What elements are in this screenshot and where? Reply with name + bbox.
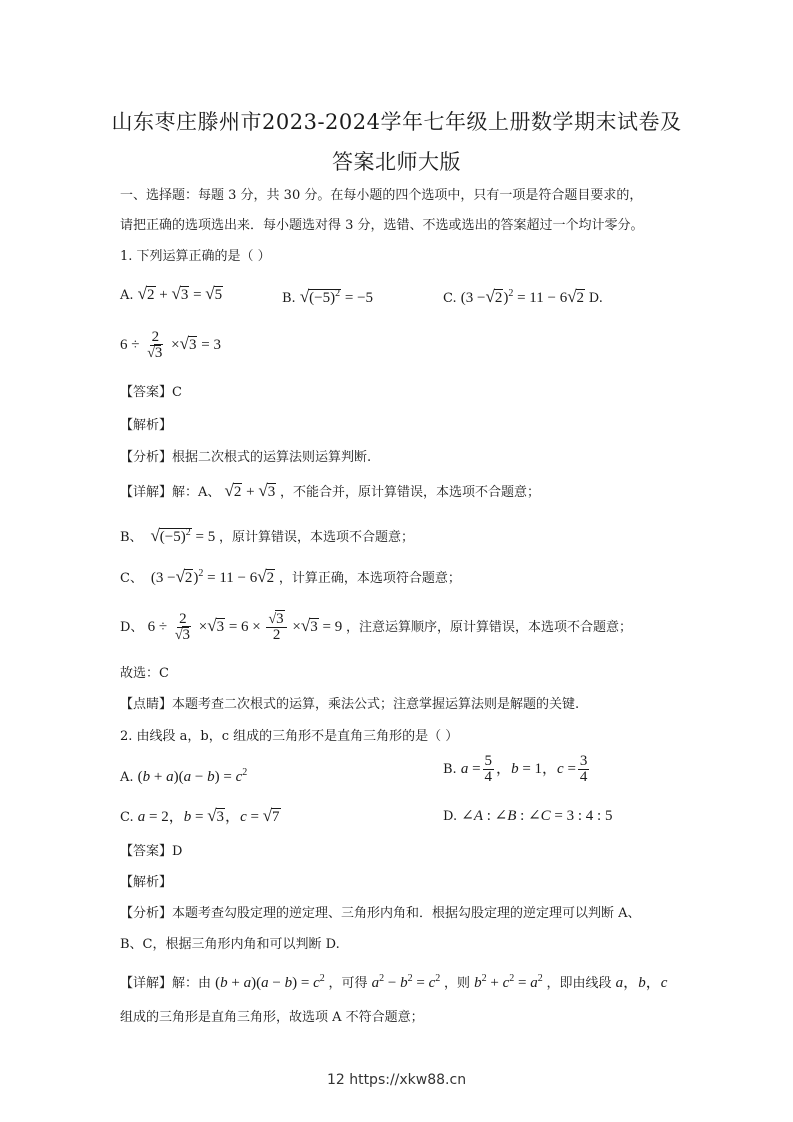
option-label: B. [443,761,457,777]
option-label: C. [120,810,134,825]
q1-stem: 1. 下列运算正确的是（ ） [120,249,271,264]
detail-text: ，可得 [328,976,368,991]
detail-text: ，则 [444,976,471,991]
q2-jiexi: 【解析】 [120,875,173,890]
q2-stem: 2. 由线段 a，b，c 组成的三角形不是直角三角形的是（ ） [120,729,459,744]
q2-answer: 【答案】D [120,844,183,859]
doc-title-line1: 山东枣庄滕州市2023-2024学年七年级上册数学期末试卷及 [111,110,682,134]
q1-option-a [120,284,223,306]
option-label: A. [120,288,134,303]
q2-option-a [120,763,247,788]
math-expression: $(b + a)(a - b) = c^2$ [137,767,248,785]
q1-dianjing: 【点睛】本题考查二次根式的运算，乘法公式；注意掌握运算法则是解题的关键. [120,697,580,712]
q1-detail-d [120,612,632,643]
math-expression: $(3 -√2)^2 = 11 - 6√2$ [460,287,585,306]
q1-jiexi: 【解析】 [120,418,173,433]
q1-detail-a [120,481,540,503]
math-expression: $b^2 + c^2 = a^2$ [474,973,543,991]
math-expression: a，b，c [615,975,668,991]
detail-prefix: 【详解】解：由 [120,976,212,991]
math-expression: $(b + a)(a - b) = c^2$ [215,973,325,991]
math-expression: $(3 -√2)^2 = 11 - 6√2$ [150,567,275,586]
math-expression: ∠A : ∠B : ∠C = 3 : 4 : 5 [461,808,613,824]
doc-title-line2: 答案北师大版 [332,150,461,174]
option-label: C. [443,291,457,306]
q2-detail-line1 [120,969,667,994]
option-label: D. [443,809,458,824]
option-label: A. [120,770,134,785]
q1-detail-b [120,523,414,548]
math-expression: $a^2 - b^2 = c^2$ [371,973,441,991]
q1-detail-c [120,564,461,589]
section-intro-line2: 请把正确的选项选出来．每小题选对得 3 分，选错、不选或选出的答案超过一个均计零分。 [120,218,644,233]
q2-option-c [120,806,281,828]
q1-option-b [282,284,373,309]
page-footer: 12 https://xkw88.cn [326,1072,467,1088]
detail-prefix: 【详解】解：A、 [120,485,221,500]
section-intro-line1: 一、选择题：每题 3 分，共 30 分。在每小题的四个选项中，只有一项是符合题目要求的， [120,188,643,203]
detail-prefix: C、 [120,571,143,586]
math-expression: 6 ÷ $\frac{2}{√3}$ ×√3 = 6 × $\frac{√3}{2}$ ×√3 = 9 [147,611,343,643]
q2-fenxi-line2: B、C，根据三角形内角和可以判断 D. [120,937,340,952]
math-expression: $√(-5)^2 = -5$ [299,287,374,306]
math-expression: a = 2，b = √3，c = √7 [137,806,280,825]
math-expression: √2 + √3 = √5 [137,284,223,303]
q2-option-d [443,806,612,827]
detail-prefix: B、 [120,530,143,545]
q1-answer: 【答案】C [120,385,182,400]
q1-option-c [443,284,603,309]
math-expression: a = $\frac{5}{4}$ ，b = 1，c = $\frac{3}{4}$ [460,753,588,785]
q2-option-b [443,754,591,785]
q2-fenxi-line1: 【分析】本题考查勾股定理的逆定理、三角形内角和．根据勾股定理的逆定理可以判断 A、 [120,906,641,921]
detail-prefix: D、 [120,619,144,635]
detail-text: ，原计算错误，本选项不合题意； [218,530,414,545]
q1-fenxi: 【分析】根据二次根式的运算法则运算判断. [120,450,372,465]
detail-text: ，即由线段 [546,976,612,991]
q1-option-d-expr [120,330,221,361]
math-expression: √2 + √3 [224,481,276,500]
math-expression: $√(-5)^2 = 5$ [150,526,216,545]
math-expression: 6 ÷ $\frac{2}{√3}$ ×√3 = 3 [120,329,221,361]
option-label: B. [282,291,296,306]
q2-detail-line2: 组成的三角形是直角三角形，故选项 A 不符合题意； [120,1010,424,1025]
option-label: D. [588,291,603,306]
q1-choose: 故选：C [120,666,169,681]
detail-text: ，不能合并，原计算错误，本选项不合题意； [279,485,540,500]
detail-text: ，计算正确，本选项符合题意； [278,571,461,586]
detail-text: ，注意运算顺序，原计算错误，本选项不合题意； [345,619,632,635]
